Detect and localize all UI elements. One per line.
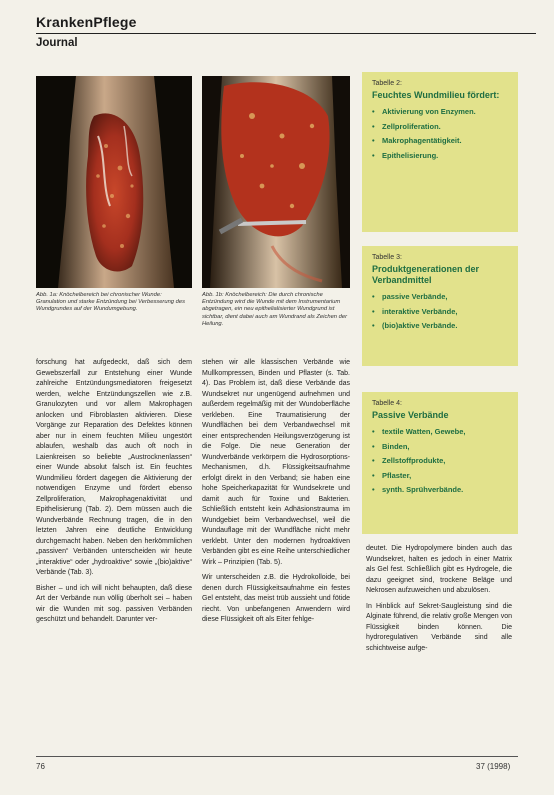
header-rule <box>36 33 536 34</box>
article-column-2 <box>202 358 350 631</box>
table-label: Tabelle 4: <box>372 400 402 407</box>
table-list-item: • Makrophagentätigkeit. <box>372 136 510 147</box>
page-number: 76 <box>36 762 45 771</box>
paragraph: Bisher – und ich will nicht behaupten, daß diese Art der Verbände nun völlig überholt sei – haben wir die Wunden mit sog. passiven Verbänden geschützt und behandelt. Darunter ver- <box>36 584 192 623</box>
table-label: Tabelle 2: <box>372 80 402 87</box>
table-title: Passive Verbände <box>372 410 449 420</box>
wound-photo-1 <box>36 76 192 288</box>
table-list-item: • textile Watten, Gewebe, <box>372 427 510 438</box>
article-column-1 <box>36 358 192 631</box>
table-title: Feuchtes Wundmilieu fördert: <box>372 90 500 100</box>
magazine-title: KrankenPflege <box>36 14 137 30</box>
table-list-item: • passive Verbände, <box>372 292 510 303</box>
table-2-box <box>362 72 518 232</box>
table-list-item: • Binden, <box>372 442 510 453</box>
article-column-3 <box>366 544 512 659</box>
table-list-item: • synth. Sprühverbände. <box>372 485 510 496</box>
table-list-item: • Zellproliferation. <box>372 122 510 133</box>
table-list-item: • Pflaster, <box>372 471 510 482</box>
paragraph: forschung hat aufgedeckt, daß sich dem Gewebszerfall zur Entstehung einer Wunde zahlreiche Entzündungsmediatoren freigesetzt werden, welche Entzündungszellen wie z.B. Granulozyten und vor allem Makrophagen anlocken und Fibroblasten aktivieren. Diese Vorgänge zur Reparation des Defektes können aber nur in einem feuchten Milieu ungestört ablaufen, weshalb das auch oft noch in Laienkreisen so beliebte „Austrocknenlassen“ einer Wunde absolut falsch ist. Ein feuchtes Wundmilieu fördert dagegen die Aktivierung der notwendigen Enzyme und fördert ebenso Zellproliferation, Makrophagenaktivität und Epithelisierung (Tab. 2). Dem müssen auch die Wundverbände Rechnung tragen, die in den letzten Jahren eine deutliche Entwicklung durchgemacht haben. Neben den herkömmlichen „passiven“ Verbänden unterscheiden wir heute „interaktive“ oder „hydroaktive“ sowie „(bio)aktive“ Verbände (Tab. 3). <box>36 359 192 576</box>
table-3-box <box>362 246 518 366</box>
figure-caption-2: Abb. 1b: Knöchelbereich: Die durch chronische Entzündung wird die Wunde mit dem Instrumentarium abgetragen, ein neu epithelialisierter Wundgrund ist sichtbar, dient dabei auch am Wundrand als Zeichen der Heilung. <box>202 292 348 327</box>
table-4-box <box>362 392 518 534</box>
table-list-item: • (bio)aktive Verbände. <box>372 321 510 332</box>
table-list <box>372 107 510 161</box>
table-list <box>372 427 510 496</box>
paragraph: deutet. Die Hydropolymere binden auch das Wundsekret, halten es jedoch in einer Matrix als Gel fest. Schließlich gibt es Hydrogele, die dazu geeignet sind, trockene Beläge und Nekrosen aufzuweichen und abzulösen. <box>366 545 512 594</box>
paragraph: In Hinblick auf Sekret-Saugleistung sind die Alginate führend, die relativ große Mengen von Flüssigkeit binden können. Die hydroregulativen Verbände sind alle schichtweise aufge- <box>366 602 512 652</box>
issue-number: 37 (1998) <box>476 762 511 771</box>
paragraph: stehen wir alle klassischen Verbände wie Mullkompressen, Binden und Pflaster (s. Tab. 4). Das Problem ist, daß diese Verbände das Wundsekret nur ungenügend aufnehmen und außerdem regelmäßig mit der Wundoberfläche verkleben. Eine Traumatisierung der Wundflächen bei dem Verbandwechsel mit einer entsprechenden Heilungsverzögerung ist die Folge. Die neue Generation der Wundverbände verkörpern die Hydrosorptions-Mechanismen, d.h. Flüssigkeitsaufnahme erfolgt direkt in den Verband; sie haben eine hohe Speicherkapazität für Wundsekrete und damit auch für Toxine und Bakterien. Schließlich entsteht kein Adhäsionstrauma im Wundgebiet beim Verbandwechsel, weil die Wundauflage mit der Wundfläche nicht mehr verklebt. Unter den modernen hydroaktiven Verbänden gibt es eine Reihe unterschiedlicher Wirk – Prinzipien (Tab. 5). <box>202 359 350 566</box>
paragraph: Wir unterscheiden z.B. die Hydrokolloide, bei denen durch Flüssigkeitsaufnahme ein festes Gel entsteht, das meist trüb aussieht und fötide riecht. Von unbefangenen Anwendern wird diese Flüssigkeit oft als Eiter fehlge- <box>202 574 350 623</box>
wound-photo-2 <box>202 76 350 288</box>
footer-rule <box>36 756 518 757</box>
table-list-item: • Epithelisierung. <box>372 151 510 162</box>
table-list-item: • interaktive Verbände, <box>372 307 510 318</box>
table-list-item: • Aktivierung von Enzymen. <box>372 107 510 118</box>
figure-caption-1: Abb. 1a: Knöchelbereich bei chronischer Wunde: Granulation und starke Entzündung bei Verbesserung des Wundgrundes auf der Wundumgebung. <box>36 292 185 313</box>
table-list-item: • Zellstoffprodukte, <box>372 456 510 467</box>
table-label: Tabelle 3: <box>372 254 402 261</box>
table-title: Produktgenerationen der Verbandmittel <box>372 264 480 285</box>
section-title: Journal <box>36 37 78 49</box>
table-list <box>372 292 510 332</box>
page-header <box>36 14 536 49</box>
